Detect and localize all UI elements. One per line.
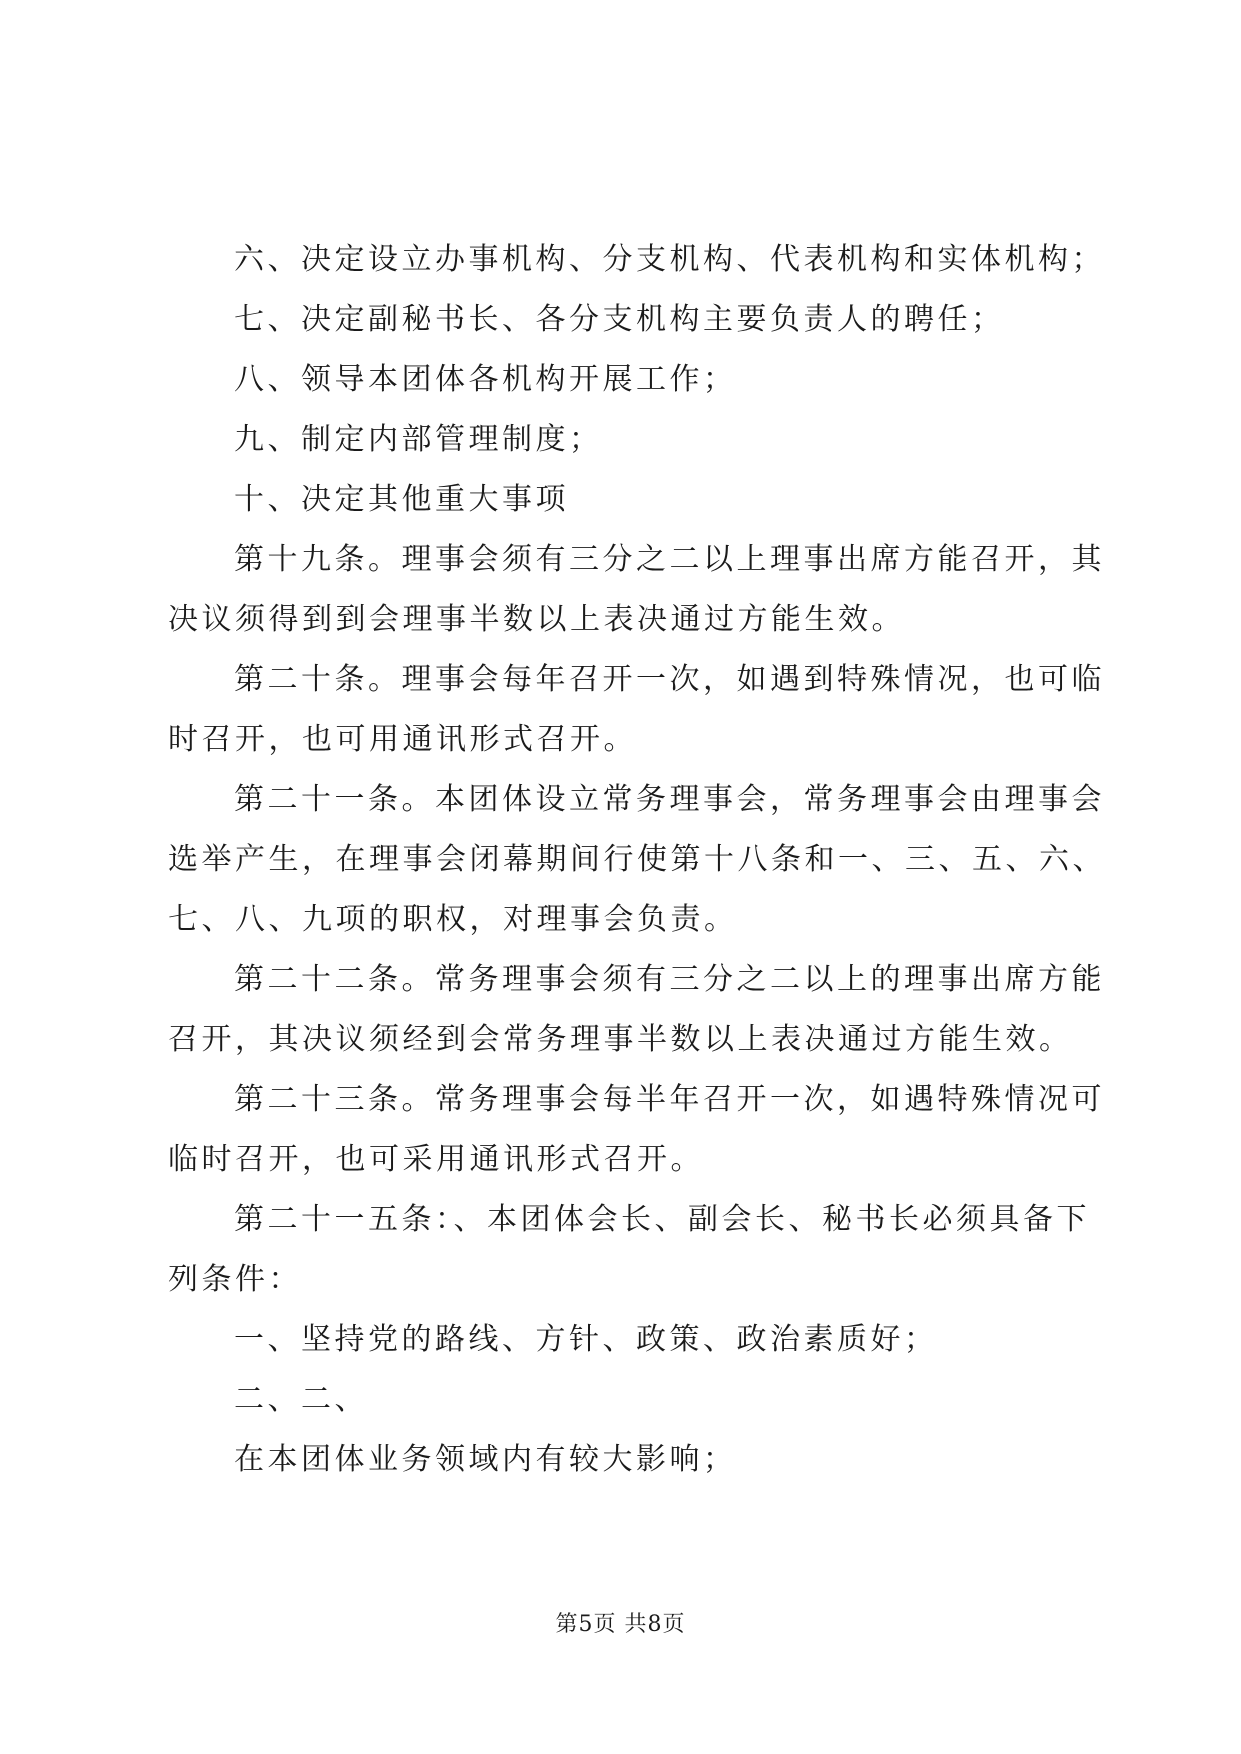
text-line: 第二十一条。本团体设立常务理事会，常务理事会由理事会 (234, 782, 1105, 817)
text-line: 选举产生，在理事会闭幕期间行使第十八条和一、三、五、六、 (168, 842, 1106, 877)
text-line: 临时召开，也可采用通讯形式召开。 (168, 1142, 704, 1177)
text-line: 二、二、 (234, 1382, 368, 1417)
text-line: 一、坚持党的路线、方针、政策、政治素质好； (234, 1322, 938, 1357)
text-line: 第二十条。理事会每年召开一次，如遇到特殊情况，也可临 (234, 662, 1105, 697)
text-line: 九、制定内部管理制度； (234, 422, 603, 457)
text-line: 第二十一五条：、本团体会长、副会长、秘书长必须具备下 (234, 1202, 1090, 1237)
text-line: 六、决定设立办事机构、分支机构、代表机构和实体机构； (234, 242, 1105, 277)
text-line: 第二十三条。常务理事会每半年召开一次，如遇特殊情况可 (234, 1082, 1105, 1117)
text-line: 八、领导本团体各机构开展工作； (234, 362, 737, 397)
text-line: 第十九条。理事会须有三分之二以上理事出席方能召开，其 (234, 542, 1105, 577)
text-line: 列条件： (168, 1262, 302, 1297)
text-line: 时召开，也可用通讯形式召开。 (168, 722, 637, 757)
text-line: 第二十二条。常务理事会须有三分之二以上的理事出席方能 (234, 962, 1105, 997)
text-line: 七、八、九项的职权，对理事会负责。 (168, 902, 738, 937)
text-line: 七、决定副秘书长、各分支机构主要负责人的聘任； (234, 302, 1005, 337)
text-line: 十、决定其他重大事项 (234, 482, 569, 517)
document-body (168, 230, 1106, 1490)
text-line: 在本团体业务领域内有较大影响； (234, 1442, 737, 1477)
text-line: 决议须得到到会理事半数以上表决通过方能生效。 (168, 602, 905, 637)
page-number-footer: 第5页 共8页 (555, 1612, 686, 1637)
text-line: 召开，其决议须经到会常务理事半数以上表决通过方能生效。 (168, 1022, 1073, 1057)
